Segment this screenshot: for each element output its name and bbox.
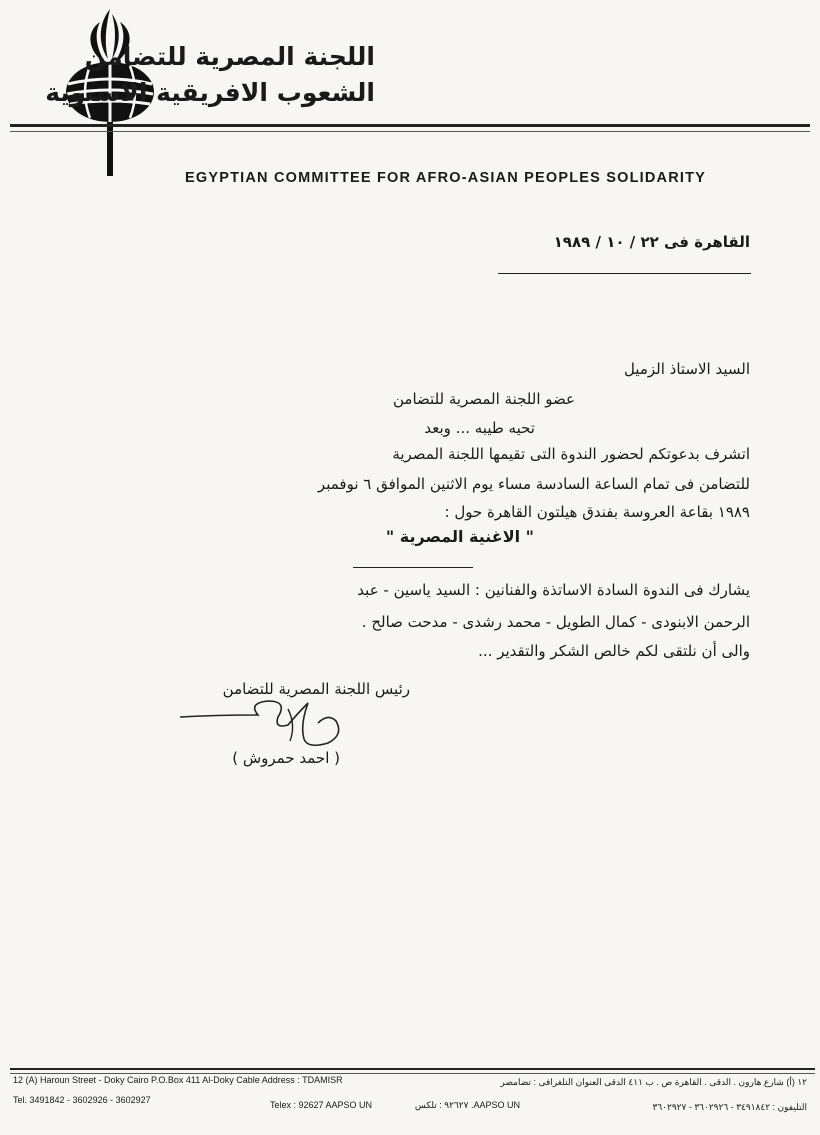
header-divider <box>10 124 810 127</box>
footer-telex-arabic: AAPSO UN. ٩٢٦٢٧ : تلكس <box>414 1100 520 1110</box>
paragraph2-line: والى أن نلتقى لكم خالص الشكر والتقدير ... <box>478 642 750 660</box>
footer-telephone-english: Tel. 3491842 - 3602926 - 3602927 <box>13 1095 151 1105</box>
seminar-topic: " الاغنية المصرية " <box>385 527 534 546</box>
paragraph2-line: يشارك فى الندوة السادة الاساتذة والفنانين : السيد ياسين - عبد <box>357 581 750 599</box>
salutation-line1: السيد الاستاذ الزميل <box>623 360 750 378</box>
footer-divider <box>10 1068 815 1070</box>
header-divider-thin <box>10 131 810 132</box>
footer-divider-thin <box>10 1073 815 1074</box>
footer-address-arabic: ١٢ (أ) شارع هارون . الدقى . القاهرة ص . ب ٤١١ الدقى العنوان التلغرافى : تضامصر <box>500 1077 807 1087</box>
date-underline <box>498 273 751 274</box>
paragraph2-line: الرحمن الابنودى - كمال الطويل - محمد رشدى - مدحت صالح . <box>361 613 750 631</box>
footer-address-english: 12 (A) Haroun Street - Doky Cairo P.O.Box 411 Al-Doky Cable Address : TDAMISR <box>13 1075 343 1085</box>
footer-telephone-arabic: التليفون : ٣٤٩١٨٤٢ - ٣٦٠٢٩٢٦ - ٣٦٠٢٩٢٧ <box>652 1102 807 1112</box>
topic-underline <box>353 567 473 568</box>
greeting: تحيه طيبه ... وبعد <box>424 419 535 437</box>
org-name-arabic-line1: اللجنة المصرية للتضامن <box>84 42 375 71</box>
paragraph1-line: ١٩٨٩ بقاعة العروسة بفندق هيلتون القاهرة حول : <box>444 503 750 521</box>
paragraph1-line: للتضامن فى تمام الساعة السادسة مساء يوم الاثنين الموافق ٦ نوفمبر <box>317 475 750 493</box>
paragraph1-line: اتشرف بدعوتكم لحضور الندوة التى تقيمها اللجنة المصرية <box>392 445 750 463</box>
salutation-line2: عضو اللجنة المصرية للتضامن <box>393 390 575 408</box>
signatory-name: ( احمد حمروش ) <box>232 749 340 767</box>
handwritten-signature-icon <box>178 695 348 755</box>
letter-date: القاهرة فى ٢٢ / ١٠ / ١٩٨٩ <box>553 233 750 251</box>
footer-telex-english: Telex : 92627 AAPSO UN <box>270 1100 373 1110</box>
org-name-english: EGYPTIAN COMMITTEE FOR AFRO-ASIAN PEOPLES SOLIDARITY <box>185 170 707 186</box>
signatory-title: رئيس اللجنة المصرية للتضامن <box>222 680 410 698</box>
org-name-arabic-line2: الشعوب الافريقية الاسيوية <box>45 78 375 107</box>
